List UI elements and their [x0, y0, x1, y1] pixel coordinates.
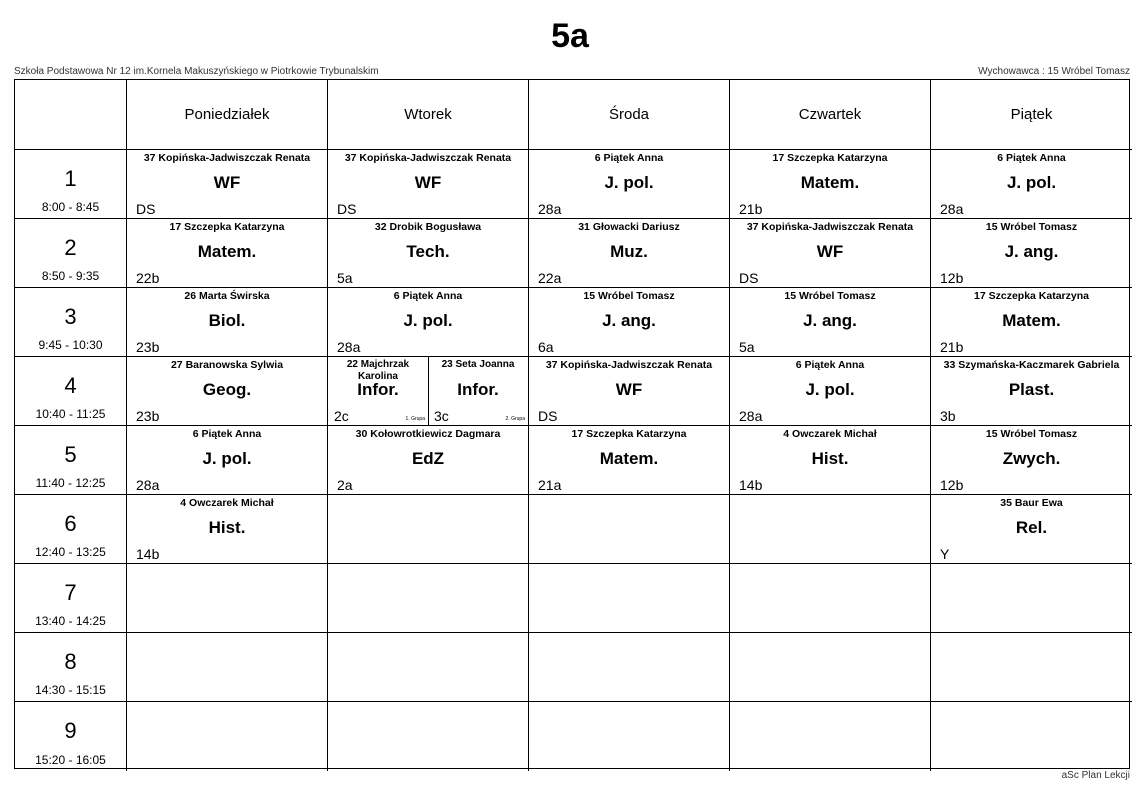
lesson-teacher: 30 Kołowrotkiewicz Dagmara: [355, 428, 501, 440]
lesson-cell[interactable]: [931, 633, 1132, 702]
lesson-cell[interactable]: [328, 633, 529, 702]
lesson-room: 5a: [739, 339, 755, 355]
day-header: Poniedziałek: [127, 80, 328, 150]
lesson-subject: J. ang.: [803, 311, 857, 330]
lesson-teacher: 27 Baranowska Sylwia: [170, 359, 284, 371]
lesson-cell[interactable]: [529, 495, 730, 564]
lesson-subject: WF: [615, 380, 643, 399]
lesson-cell[interactable]: [529, 564, 730, 633]
corner-cell: [15, 80, 127, 150]
period-cell: [15, 426, 127, 495]
period-time: 13:40 - 14:25: [35, 614, 106, 628]
lesson-subject: Matem.: [1002, 311, 1061, 330]
lesson-teacher: 17 Szczepka Katarzyna: [571, 428, 687, 440]
lesson-cell[interactable]: [730, 702, 931, 771]
lesson-room: 21b: [739, 201, 763, 217]
lesson-subject: Geog.: [202, 380, 252, 399]
lesson-teacher: 6 Piątek Anna: [192, 428, 262, 440]
period-time: 12:40 - 13:25: [35, 545, 106, 559]
lesson-teacher: 15 Wróbel Tomasz: [784, 290, 876, 302]
lesson-subject: WF: [213, 173, 241, 192]
lesson-cell[interactable]: [529, 219, 730, 288]
lesson-room: 14b: [136, 546, 160, 562]
lesson-teacher: 37 Kopińska-Jadwiszczak Renata: [545, 359, 713, 371]
lesson-cell[interactable]: [931, 426, 1132, 495]
lesson-subject: Rel.: [1015, 518, 1048, 537]
period-number: 9: [64, 718, 77, 743]
lesson-cell[interactable]: [529, 426, 730, 495]
lesson-cell[interactable]: [127, 426, 328, 495]
period-number: 7: [64, 580, 77, 605]
lesson-teacher: 37 Kopińska-Jadwiszczak Renata: [344, 152, 512, 164]
group-label: 1. Grupa: [405, 416, 425, 422]
lesson-subject: J. pol.: [202, 449, 252, 468]
lesson-room: 28a: [940, 201, 964, 217]
lesson-cell[interactable]: [730, 357, 931, 426]
day-header: Środa: [529, 80, 730, 150]
lesson-cell[interactable]: [529, 150, 730, 219]
lesson-room: 21b: [940, 339, 964, 355]
lesson-cell[interactable]: [328, 495, 529, 564]
lesson-room: DS: [337, 201, 357, 217]
period-time: 14:30 - 15:15: [35, 683, 106, 697]
page-title: 5a: [551, 17, 589, 55]
lesson-cell[interactable]: [328, 702, 529, 771]
group-label: 2. Grupa: [505, 416, 525, 422]
lesson-cell[interactable]: [127, 633, 328, 702]
period-number: 5: [64, 442, 77, 467]
lesson-subject: Infor.: [457, 380, 499, 399]
lesson-subject: Matem.: [197, 242, 257, 261]
lesson-cell[interactable]: [931, 150, 1132, 219]
lesson-cell[interactable]: [730, 219, 931, 288]
lesson-room: 3b: [940, 408, 956, 424]
lesson-cell[interactable]: [931, 357, 1132, 426]
lesson-subject: Hist.: [208, 518, 246, 537]
lesson-subject: J. pol.: [805, 380, 855, 399]
lesson-subject: J. pol.: [1006, 173, 1057, 192]
period-cell: [15, 288, 127, 357]
lesson-teacher: 15 Wróbel Tomasz: [583, 290, 675, 302]
lesson-room: DS: [136, 201, 156, 217]
lesson-cell[interactable]: [328, 150, 529, 219]
period-cell: [15, 219, 127, 288]
lesson-room: 22a: [538, 270, 562, 286]
lesson-cell[interactable]: [931, 495, 1132, 564]
lesson-teacher: 37 Kopińska-Jadwiszczak Renata: [746, 221, 914, 233]
lesson-room: 28a: [739, 408, 763, 424]
lesson-room: 2c: [334, 408, 349, 424]
lesson-cell[interactable]: [127, 219, 328, 288]
lesson-room: 14b: [739, 477, 763, 493]
lesson-room: 12b: [940, 477, 964, 493]
period-time: 8:50 - 9:35: [41, 269, 100, 283]
lesson-teacher: 17 Szczepka Katarzyna: [169, 221, 285, 233]
lesson-teacher: 35 Baur Ewa: [1000, 497, 1063, 509]
period-cell: [15, 495, 127, 564]
lesson-cell[interactable]: [328, 426, 529, 495]
lesson-cell[interactable]: [127, 288, 328, 357]
lesson-room: 3c: [434, 408, 449, 424]
lesson-subject: WF: [414, 173, 442, 192]
day-header: Czwartek: [730, 80, 931, 150]
lesson-teacher: 32 Drobik Bogusława: [374, 221, 482, 233]
lesson-room: 28a: [337, 339, 361, 355]
period-time: 8:00 - 8:45: [41, 200, 100, 214]
lesson-cell[interactable]: [127, 702, 328, 771]
lesson-cell[interactable]: [931, 219, 1132, 288]
day-header: Piątek: [931, 80, 1132, 150]
lesson-room: 28a: [136, 477, 160, 493]
lesson-cell[interactable]: [127, 495, 328, 564]
lesson-teacher: 31 Głowacki Dariusz: [578, 221, 680, 233]
period-number: 3: [64, 304, 77, 329]
period-time: 10:40 - 11:25: [35, 407, 106, 421]
lesson-subject: Plast.: [1008, 380, 1055, 399]
lesson-cell[interactable]: [730, 495, 931, 564]
lesson-teacher: 23 Seta Joanna: [441, 359, 515, 370]
lesson-subject: Tech.: [406, 242, 450, 261]
lesson-room: DS: [538, 408, 558, 424]
timetable-grid: [14, 79, 1130, 769]
group-divider: [428, 357, 429, 425]
lesson-subject: Matem.: [800, 173, 860, 192]
lesson-cell[interactable]: [328, 288, 529, 357]
lesson-teacher: 17 Szczepka Katarzyna: [772, 152, 888, 164]
lesson-cell[interactable]: [529, 702, 730, 771]
lesson-room: 2a: [337, 477, 353, 493]
lesson-teacher: 4 Owczarek Michał: [180, 497, 274, 509]
lesson-room: 5a: [337, 270, 353, 286]
lesson-cell[interactable]: [730, 564, 931, 633]
lesson-subject: Biol.: [208, 311, 246, 330]
period-number: 4: [64, 373, 77, 398]
period-number: 6: [64, 511, 77, 536]
lesson-cell[interactable]: [931, 288, 1132, 357]
lesson-subject: EdZ: [411, 449, 445, 468]
lesson-cell[interactable]: [127, 357, 328, 426]
lesson-room: Y: [940, 546, 950, 562]
lesson-cell[interactable]: [730, 633, 931, 702]
lesson-subject: Infor.: [357, 380, 399, 399]
lesson-room: 21a: [538, 477, 562, 493]
lesson-cell[interactable]: [529, 357, 730, 426]
lesson-cell[interactable]: [730, 150, 931, 219]
lesson-subject: Matem.: [599, 449, 659, 468]
lesson-subject: J. pol.: [604, 173, 654, 192]
period-time: 9:45 - 10:30: [38, 338, 103, 352]
period-cell: [15, 564, 127, 633]
lesson-room: 22b: [136, 270, 160, 286]
lesson-teacher: 6 Piątek Anna: [393, 290, 463, 302]
lesson-room: 23b: [136, 339, 160, 355]
lesson-group[interactable]: [428, 357, 528, 425]
class-teacher: Wychowawca : 15 Wróbel Tomasz: [978, 66, 1130, 77]
lesson-cell[interactable]: [127, 564, 328, 633]
lesson-teacher: 4 Owczarek Michał: [783, 428, 877, 440]
period-cell: [15, 150, 127, 219]
lesson-cell[interactable]: [931, 702, 1132, 771]
lesson-room: DS: [739, 270, 759, 286]
footer-brand: aSc Plan Lekcji: [1061, 770, 1130, 781]
period-time: 15:20 - 16:05: [35, 753, 106, 767]
lesson-cell[interactable]: [127, 150, 328, 219]
lesson-group[interactable]: [328, 357, 428, 425]
lesson-cell[interactable]: [931, 564, 1132, 633]
lesson-cell[interactable]: [730, 288, 931, 357]
lesson-teacher: 26 Marta Świrska: [184, 290, 270, 302]
lesson-cell[interactable]: [529, 288, 730, 357]
lesson-cell[interactable]: [328, 564, 529, 633]
lesson-room: 12b: [940, 270, 964, 286]
lesson-room: 28a: [538, 201, 562, 217]
lesson-room: 23b: [136, 408, 160, 424]
lesson-cell[interactable]: [328, 357, 529, 426]
school-name: Szkoła Podstawowa Nr 12 im.Kornela Makuszyńskiego w Piotrkowie Trybunalskim: [14, 66, 379, 77]
lesson-subject: J. pol.: [403, 311, 453, 330]
lesson-cell[interactable]: [730, 426, 931, 495]
lesson-teacher: 15 Wróbel Tomasz: [985, 221, 1078, 233]
lesson-subject: J. ang.: [602, 311, 656, 330]
period-cell: [15, 702, 127, 771]
period-number: 8: [64, 649, 77, 674]
lesson-cell[interactable]: [529, 633, 730, 702]
lesson-teacher: 22 Majchrzak Karolina: [346, 359, 410, 382]
lesson-room: 6a: [538, 339, 554, 355]
lesson-subject: Hist.: [811, 449, 849, 468]
lesson-teacher: 6 Piątek Anna: [594, 152, 664, 164]
period-cell: [15, 357, 127, 426]
lesson-teacher: 15 Wróbel Tomasz: [985, 428, 1078, 440]
period-time: 11:40 - 12:25: [35, 476, 106, 490]
lesson-teacher: 37 Kopińska-Jadwiszczak Renata: [143, 152, 311, 164]
period-number: 2: [64, 235, 77, 260]
lesson-teacher: 17 Szczepka Katarzyna: [974, 290, 1089, 302]
lesson-teacher: 6 Piątek Anna: [795, 359, 865, 371]
lesson-cell[interactable]: [328, 219, 529, 288]
period-number: 1: [64, 166, 77, 191]
lesson-subject: J. ang.: [1004, 242, 1059, 261]
lesson-teacher: 33 Szymańska-Kaczmarek Gabriela: [943, 359, 1120, 371]
lesson-teacher: 6 Piątek Anna: [997, 152, 1066, 164]
period-cell: [15, 633, 127, 702]
lesson-subject: WF: [816, 242, 844, 261]
lesson-subject: Muz.: [610, 242, 648, 261]
day-header: Wtorek: [328, 80, 529, 150]
lesson-subject: Zwych.: [1002, 449, 1061, 468]
